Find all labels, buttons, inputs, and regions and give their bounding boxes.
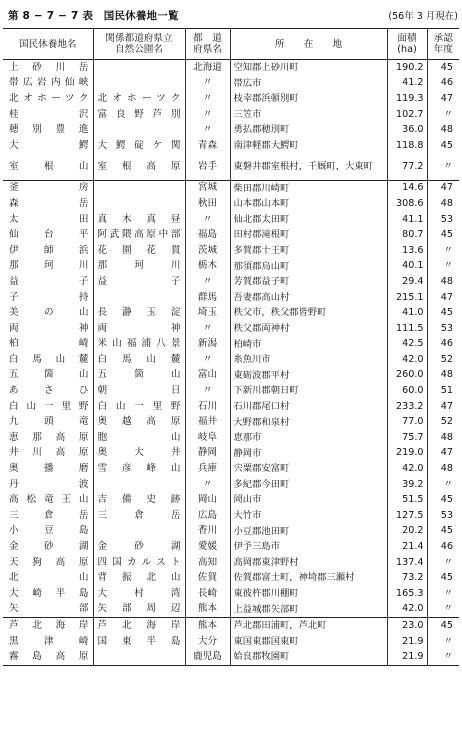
table-row xyxy=(3,539,459,555)
prefecture-cell: 富山 xyxy=(185,368,230,384)
location-cell: 高岡郡東津野村 xyxy=(230,555,387,571)
location-cell: 大竹市 xyxy=(230,508,387,524)
area-cell: 73.2 xyxy=(387,570,427,586)
approval-year-cell: 〃 xyxy=(427,477,459,493)
park-name-cell: 室根高原 xyxy=(93,154,185,181)
table-header-bar xyxy=(0,6,462,24)
park-name-cell: 富良野芦別 xyxy=(93,107,185,123)
resort-name-cell: 伊師浜 xyxy=(9,244,89,256)
approval-year-cell: 〃 xyxy=(427,259,459,275)
area-cell: 39.2 xyxy=(387,477,427,493)
location-cell: 芦北郡田浦町，芦北町 xyxy=(230,618,387,634)
prefecture-cell: 秋田 xyxy=(185,196,230,212)
park-name-cell xyxy=(93,477,185,493)
prefecture-cell: 茨城 xyxy=(185,243,230,259)
area-cell: 42.0 xyxy=(387,461,427,477)
park-name-cell: 雪彦峰山 xyxy=(93,461,185,477)
park-name-cell: 矢部周辺 xyxy=(93,602,185,618)
area-cell: 190.2 xyxy=(387,60,427,76)
area-cell: 119.3 xyxy=(387,91,427,107)
table-row xyxy=(3,76,459,92)
area-cell: 21.4 xyxy=(387,539,427,555)
park-name-cell xyxy=(93,180,185,196)
park-name-cell: 両神 xyxy=(93,321,185,337)
location-cell: 柴田郡川崎町 xyxy=(230,180,387,196)
location-cell: 下新川郡朝日町 xyxy=(230,383,387,399)
resort-name-cell: 高松竜王山 xyxy=(9,494,89,506)
area-cell: 233.2 xyxy=(387,399,427,415)
area-cell: 42.5 xyxy=(387,337,427,353)
resort-name-cell: 太田 xyxy=(9,213,89,225)
location-cell: 大野郡和泉村 xyxy=(230,414,387,430)
prefecture-cell: 香川 xyxy=(185,524,230,540)
location-cell: 小豆郡池田町 xyxy=(230,524,387,540)
approval-year-cell: 48 xyxy=(427,430,459,446)
park-name-cell: 胞山 xyxy=(93,430,185,446)
location-cell: 吾妻郡高山村 xyxy=(230,290,387,306)
resort-name-cell: 両神 xyxy=(9,322,89,334)
location-cell: 秩父市，秩父郡皆野町 xyxy=(230,305,387,321)
area-cell: 219.0 xyxy=(387,446,427,462)
park-name-cell: 益子 xyxy=(93,274,185,290)
location-cell: 東国東郡国東町 xyxy=(230,634,387,650)
table-row xyxy=(3,446,459,462)
resort-name-cell: 益子 xyxy=(9,275,89,287)
approval-year-cell: 〃 xyxy=(427,243,459,259)
table-row xyxy=(3,60,459,76)
park-name-cell: 五箇山 xyxy=(93,368,185,384)
park-name-cell: 大鰐碇ケ関 xyxy=(93,138,185,154)
resort-name-cell: 森岳 xyxy=(9,197,89,209)
location-cell: 南津軽郡大鰐町 xyxy=(230,138,387,154)
area-cell: 29.4 xyxy=(387,274,427,290)
prefecture-cell: 鹿児島 xyxy=(185,649,230,665)
location-cell: 秩父郡両神村 xyxy=(230,321,387,337)
table-row xyxy=(3,524,459,540)
prefecture-cell: 北海道 xyxy=(185,60,230,76)
park-name-cell xyxy=(93,60,185,76)
resort-table xyxy=(3,28,459,666)
approval-year-cell: 46 xyxy=(427,76,459,92)
prefecture-cell: 〃 xyxy=(185,212,230,228)
prefecture-cell: 岐阜 xyxy=(185,430,230,446)
area-cell: 41.2 xyxy=(387,76,427,92)
prefecture-cell: 〃 xyxy=(185,321,230,337)
resort-name-cell: 仙台平 xyxy=(9,229,89,241)
approval-year-cell: 53 xyxy=(427,508,459,524)
park-name-cell xyxy=(93,649,185,665)
approval-year-cell: 48 xyxy=(427,461,459,477)
area-cell: 21.9 xyxy=(387,649,427,665)
park-name-cell xyxy=(93,290,185,306)
table-row xyxy=(3,634,459,650)
park-name-cell: 四国カルスト xyxy=(93,555,185,571)
prefecture-cell: 福島 xyxy=(185,227,230,243)
park-name-cell xyxy=(93,122,185,138)
resort-name-cell: 奥播磨 xyxy=(9,463,89,475)
prefecture-cell: 長崎 xyxy=(185,586,230,602)
park-name-cell: 阿武隈高原中部 xyxy=(93,227,185,243)
resort-name-cell: 大鰐 xyxy=(9,139,89,151)
resort-name-cell: 白山一里野 xyxy=(9,400,89,412)
approval-year-cell: 45 xyxy=(427,227,459,243)
location-cell: 糸魚川市 xyxy=(230,352,387,368)
resort-name-cell: 三倉岳 xyxy=(9,509,89,521)
area-cell: 102.7 xyxy=(387,107,427,123)
resort-name-cell: 釜房 xyxy=(3,180,93,196)
table-row xyxy=(3,290,459,306)
park-name-cell: 真木真昼 xyxy=(93,212,185,228)
table-row xyxy=(3,461,459,477)
location-cell: 仙北郡太田町 xyxy=(230,212,387,228)
location-cell: 東砺波郡平村 xyxy=(230,368,387,384)
approval-year-cell: 45 xyxy=(427,60,459,76)
park-name-cell: 那珂川 xyxy=(93,259,185,275)
area-cell: 75.7 xyxy=(387,430,427,446)
col-loc-header: 所 在 地 xyxy=(230,29,387,60)
table-row xyxy=(3,555,459,571)
resort-name-cell: 小豆島 xyxy=(9,525,89,537)
col-appr-header: 承認 年度 xyxy=(427,29,459,60)
approval-year-cell: 45 xyxy=(427,524,459,540)
approval-year-cell: 48 xyxy=(427,274,459,290)
prefecture-cell: 広島 xyxy=(185,508,230,524)
column-header-row xyxy=(3,29,459,60)
table-row xyxy=(3,122,459,138)
park-name-cell: 米山福浦八景 xyxy=(93,337,185,353)
approval-year-cell: 45 xyxy=(427,492,459,508)
prefecture-cell: 岩手 xyxy=(185,154,230,181)
resort-name-cell: 室根山 xyxy=(9,160,89,172)
area-cell: 260.0 xyxy=(387,368,427,384)
approval-year-cell: 48 xyxy=(427,122,459,138)
resort-name-cell: 井川高原 xyxy=(9,447,89,459)
table-row xyxy=(3,259,459,275)
prefecture-cell: 〃 xyxy=(185,122,230,138)
park-name-cell: 背振北山 xyxy=(93,570,185,586)
area-cell: 42.0 xyxy=(387,352,427,368)
area-cell: 137.4 xyxy=(387,555,427,571)
area-cell: 77.0 xyxy=(387,414,427,430)
table-row xyxy=(3,180,459,196)
park-name-cell: 金砂湖 xyxy=(93,539,185,555)
resort-name-cell: あさひ xyxy=(9,385,89,397)
table-row xyxy=(3,196,459,212)
area-cell: 60.0 xyxy=(387,383,427,399)
resort-name-cell: 柏崎 xyxy=(9,338,89,350)
area-cell: 77.2 xyxy=(387,154,427,181)
table-row xyxy=(3,274,459,290)
table-row xyxy=(3,321,459,337)
resort-name-cell: 大崎半島 xyxy=(9,587,89,599)
area-cell: 111.5 xyxy=(387,321,427,337)
location-cell: 恵那市 xyxy=(230,430,387,446)
location-cell: 東彼杵郡川棚町 xyxy=(230,586,387,602)
table-row xyxy=(3,618,459,634)
resort-name-cell: 那珂川 xyxy=(9,260,89,272)
col-assoc-header: 関係都道府県立 自然公園名 xyxy=(93,29,185,60)
resort-name-cell: 天狗高原 xyxy=(9,556,89,568)
prefecture-cell: 石川 xyxy=(185,399,230,415)
approval-year-cell: 47 xyxy=(427,180,459,196)
table-row xyxy=(3,212,459,228)
approval-year-cell: 45 xyxy=(427,618,459,634)
table-row xyxy=(3,492,459,508)
table-row xyxy=(3,602,459,618)
prefecture-cell: 〃 xyxy=(185,76,230,92)
table-row xyxy=(3,508,459,524)
park-name-cell: 白馬山麓 xyxy=(93,352,185,368)
approval-year-cell: 52 xyxy=(427,414,459,430)
area-cell: 127.5 xyxy=(387,508,427,524)
prefecture-cell: 〃 xyxy=(185,352,230,368)
table-row xyxy=(3,570,459,586)
park-name-cell: 吉備史跡 xyxy=(93,492,185,508)
prefecture-cell: 岡山 xyxy=(185,492,230,508)
approval-year-cell: 48 xyxy=(427,196,459,212)
resort-name-cell: 帯広岩内仙峡 xyxy=(9,77,89,89)
approval-year-cell: 45 xyxy=(427,305,459,321)
resort-name-cell: 桂沢 xyxy=(9,108,89,120)
resort-name-cell: 金砂湖 xyxy=(9,541,89,553)
approval-year-cell: 45 xyxy=(427,570,459,586)
park-name-cell: 白山一里野 xyxy=(93,399,185,415)
table-row xyxy=(3,649,459,665)
area-cell: 21.9 xyxy=(387,634,427,650)
location-cell: 帯広市 xyxy=(230,76,387,92)
col-pref-header: 都 道 府県名 xyxy=(185,29,230,60)
approval-year-cell: 48 xyxy=(427,368,459,384)
table-row xyxy=(3,243,459,259)
area-cell: 41.1 xyxy=(387,212,427,228)
area-cell: 20.2 xyxy=(387,524,427,540)
prefecture-cell: 熊本 xyxy=(185,602,230,618)
table-row xyxy=(3,352,459,368)
approval-year-cell: 47 xyxy=(427,446,459,462)
prefecture-cell: 栃木 xyxy=(185,259,230,275)
park-name-cell: 大村湾 xyxy=(93,586,185,602)
col-name-header: 国民休養地名 xyxy=(3,29,93,60)
approval-year-cell: 〃 xyxy=(427,154,459,181)
prefecture-cell: 〃 xyxy=(185,274,230,290)
area-cell: 51.5 xyxy=(387,492,427,508)
prefecture-cell: 〃 xyxy=(185,477,230,493)
table-row xyxy=(3,414,459,430)
table-row xyxy=(3,368,459,384)
location-cell: 上益城郡矢部町 xyxy=(230,602,387,618)
resort-name-cell: 黒津崎 xyxy=(9,635,89,647)
prefecture-cell: 大分 xyxy=(185,634,230,650)
location-cell: 多紀郡今田町 xyxy=(230,477,387,493)
prefecture-cell: 静岡 xyxy=(185,446,230,462)
location-cell: 伊予三島市 xyxy=(230,539,387,555)
approval-year-cell: 〃 xyxy=(427,634,459,650)
area-cell: 14.6 xyxy=(387,180,427,196)
park-name-cell: 花園花貫 xyxy=(93,243,185,259)
approval-year-cell: 〃 xyxy=(427,555,459,571)
resort-name-cell: 美の山 xyxy=(9,307,89,319)
area-cell: 40.1 xyxy=(387,259,427,275)
table-body xyxy=(3,60,459,666)
approval-year-cell: 〃 xyxy=(427,586,459,602)
location-cell: 石川郡尾口村 xyxy=(230,399,387,415)
location-cell: 田村郡滝根町 xyxy=(230,227,387,243)
area-cell: 118.8 xyxy=(387,138,427,154)
area-cell: 23.0 xyxy=(387,618,427,634)
table-row xyxy=(3,430,459,446)
prefecture-cell: 熊本 xyxy=(185,618,230,634)
park-name-cell: 国東半島 xyxy=(93,634,185,650)
approval-year-cell: 〃 xyxy=(427,649,459,665)
table-row xyxy=(3,305,459,321)
location-cell: 佐賀郡富士町，神埼郡三瀬村 xyxy=(230,570,387,586)
approval-year-cell: 47 xyxy=(427,290,459,306)
park-name-cell: 三倉岳 xyxy=(93,508,185,524)
resort-name-cell: 丹波 xyxy=(9,478,89,490)
area-cell: 13.6 xyxy=(387,243,427,259)
resort-name-cell: 穂別豊進 xyxy=(9,124,89,136)
park-name-cell xyxy=(93,196,185,212)
approval-year-cell: 45 xyxy=(427,138,459,154)
prefecture-cell: 〃 xyxy=(185,91,230,107)
approval-year-cell: 47 xyxy=(427,399,459,415)
approval-year-cell: 47 xyxy=(427,91,459,107)
prefecture-cell: 埼玉 xyxy=(185,305,230,321)
table-row xyxy=(3,477,459,493)
area-cell: 215.1 xyxy=(387,290,427,306)
resort-name-cell: 九頭竜 xyxy=(9,416,89,428)
location-cell: 山本郡山本町 xyxy=(230,196,387,212)
location-cell: 多賀郡十王町 xyxy=(230,243,387,259)
table-row xyxy=(3,337,459,353)
park-name-cell: 芦北海岸 xyxy=(93,618,185,634)
park-name-cell: 北オホーツク xyxy=(93,91,185,107)
col-area-header: 面積 (ha) xyxy=(387,29,427,60)
approval-year-cell: 〃 xyxy=(427,602,459,618)
table-row xyxy=(3,383,459,399)
resort-name-cell: 北オホーツク xyxy=(9,92,89,104)
as-of-date: (56年 3 月現在) xyxy=(388,11,458,22)
park-name-cell: 朝日 xyxy=(93,383,185,399)
approval-year-cell: 53 xyxy=(427,321,459,337)
resort-name-cell: 五箇山 xyxy=(9,369,89,381)
area-cell: 165.3 xyxy=(387,586,427,602)
approval-year-cell: 52 xyxy=(427,352,459,368)
table-row xyxy=(3,399,459,415)
location-cell: 芳賀郡益子町 xyxy=(230,274,387,290)
approval-year-cell: 46 xyxy=(427,539,459,555)
park-name-cell: 奥越高原 xyxy=(93,414,185,430)
approval-year-cell: 51 xyxy=(427,383,459,399)
resort-name-cell: 恵那高原 xyxy=(9,431,89,443)
area-cell: 308.6 xyxy=(387,196,427,212)
table-row xyxy=(3,91,459,107)
prefecture-cell: 群馬 xyxy=(185,290,230,306)
park-name-cell xyxy=(93,76,185,92)
resort-name-cell: 子持 xyxy=(9,291,89,303)
resort-name-cell: 霧島高原 xyxy=(3,649,93,665)
table-row xyxy=(3,586,459,602)
table-row xyxy=(3,227,459,243)
area-cell: 41.0 xyxy=(387,305,427,321)
prefecture-cell: 佐賀 xyxy=(185,570,230,586)
location-cell: 東磐井郡室根村，千厩町，大東町 xyxy=(230,154,387,181)
prefecture-cell: 高知 xyxy=(185,555,230,571)
table-row xyxy=(3,138,459,154)
approval-year-cell: 〃 xyxy=(427,107,459,123)
prefecture-cell: 宮城 xyxy=(185,180,230,196)
location-cell: 三笠市 xyxy=(230,107,387,123)
area-cell: 36.0 xyxy=(387,122,427,138)
resort-name-cell: 白馬山麓 xyxy=(9,353,89,365)
prefecture-cell: 〃 xyxy=(185,107,230,123)
resort-name-cell: 矢部 xyxy=(9,603,89,615)
park-name-cell: 長瀞玉淀 xyxy=(93,305,185,321)
prefecture-cell: 〃 xyxy=(185,383,230,399)
location-cell: 枝幸郡浜頓別町 xyxy=(230,91,387,107)
prefecture-cell: 兵庫 xyxy=(185,461,230,477)
prefecture-cell: 青森 xyxy=(185,138,230,154)
location-cell: 空知郡上砂川町 xyxy=(230,60,387,76)
area-cell: 80.7 xyxy=(387,227,427,243)
resort-name-cell: 芦北海岸 xyxy=(3,618,93,634)
park-name-cell: 奥大井 xyxy=(93,446,185,462)
table-row xyxy=(3,154,459,181)
area-cell: 42.0 xyxy=(387,602,427,618)
approval-year-cell: 46 xyxy=(427,337,459,353)
prefecture-cell: 愛媛 xyxy=(185,539,230,555)
location-cell: 岡山市 xyxy=(230,492,387,508)
resort-name-cell: 上砂川岳 xyxy=(9,61,89,73)
location-cell: 柏崎市 xyxy=(230,337,387,353)
location-cell: 那須郡烏山町 xyxy=(230,259,387,275)
location-cell: 勇払郡穂別町 xyxy=(230,122,387,138)
prefecture-cell: 新潟 xyxy=(185,337,230,353)
park-name-cell xyxy=(93,524,185,540)
location-cell: 姶良郡牧園町 xyxy=(230,649,387,665)
resort-name-cell: 北山 xyxy=(9,572,89,584)
prefecture-cell: 福井 xyxy=(185,414,230,430)
table-title: 第 8 − 7 − 7 表 国民休養地一覧 xyxy=(8,10,179,22)
table-row xyxy=(3,107,459,123)
location-cell: 静岡市 xyxy=(230,446,387,462)
location-cell: 宍粟郡安富町 xyxy=(230,461,387,477)
approval-year-cell: 53 xyxy=(427,212,459,228)
